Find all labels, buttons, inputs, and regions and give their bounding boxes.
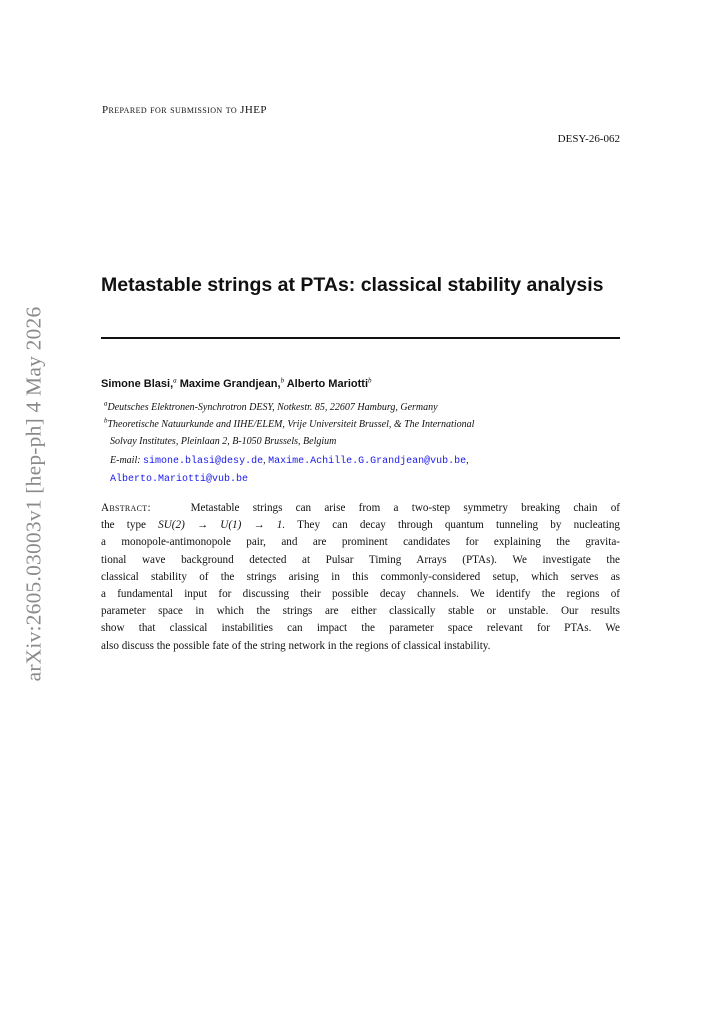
abstract-line [101, 517, 620, 534]
abstract-line: classical stability of the strings arising in this commonly-considered setup, which serves as [101, 570, 620, 583]
affiliation-text: Theoretische Natuurkunde and IIHE/ELEM, Vrije Universiteit Brussel, & The International [107, 419, 475, 430]
author-name: Maxime Grandjean, [179, 378, 281, 390]
email-link[interactable]: Maxime.Achille.G.Grandjean@vub.be [268, 456, 467, 467]
author-name: Alberto Mariotti [286, 378, 369, 390]
paper-title: Metastable strings at PTAs: classical stability analysis [101, 274, 604, 296]
abstract-line: also discuss the possible fate of the string network in the regions of classical instability. [101, 639, 491, 652]
abstract-text: the type [101, 519, 146, 532]
author-affil-mark: b [280, 376, 285, 385]
author-name: Simone Blasi, [101, 378, 174, 390]
affiliation-text: Deutsches Elektronen-Synchrotron DESY, Notkestr. 85, 22607 Hamburg, Germany [107, 402, 438, 413]
abstract-line: parameter space in which the strings are either classically stable or unstable. Our results [101, 605, 620, 618]
affiliation-text: Solvay Institutes, Pleinlaan 2, B-1050 Brussels, Belgium [110, 435, 337, 447]
abstract-line: show that classical instabilities can impact the parameter space relevant for PTAs. We [101, 622, 620, 635]
author-affil-mark: a [173, 376, 177, 385]
report-number: DESY-26-062 [557, 133, 620, 145]
email-link[interactable]: simone.blasi@desy.de [143, 456, 264, 467]
author-list [101, 378, 372, 390]
email-label: E-mail: [110, 455, 141, 466]
affiliation-a [104, 400, 620, 417]
affiliation-mark: a [104, 399, 108, 408]
abstract-heading: Abstract: [101, 502, 151, 514]
affiliation-mark: b [104, 416, 108, 425]
abstract-text: Metastable strings can arise from a two-step symmetry breaking chain of [190, 502, 620, 514]
arxiv-identifier-stamp: arXiv:2605.03003v1 [hep-ph] 4 May 2026 [21, 306, 46, 682]
abstract-line: a monopole-antimonopole pair, and are prominent candidates for explaining the gravita- [101, 536, 620, 549]
email-block: E-mail: simone.blasi@desy.de, Maxime.Achille.G.Grandjean@vub.be, Alberto.Mariotti@vub.be [110, 455, 469, 485]
abstract-line: a fundamental input for discussing their possible decay channels. We identify the regions of [101, 587, 620, 600]
abstract-line [101, 500, 620, 517]
email-link[interactable]: Alberto.Mariotti@vub.be [110, 473, 249, 485]
submission-note: Prepared for submission to JHEP [102, 104, 267, 116]
affiliation-b [104, 417, 620, 450]
abstract-line: tional wave background detected at Pulsar Timing Arrays (PTAs). We investigate the [101, 553, 620, 566]
symmetry-chain: SU(2) → U(1) → 1. [158, 519, 286, 532]
author-affil-mark: b [368, 376, 372, 385]
abstract [101, 500, 620, 655]
abstract-text: They can decay through quantum tunneling by nucleating [297, 519, 621, 532]
title-rule [101, 337, 620, 339]
